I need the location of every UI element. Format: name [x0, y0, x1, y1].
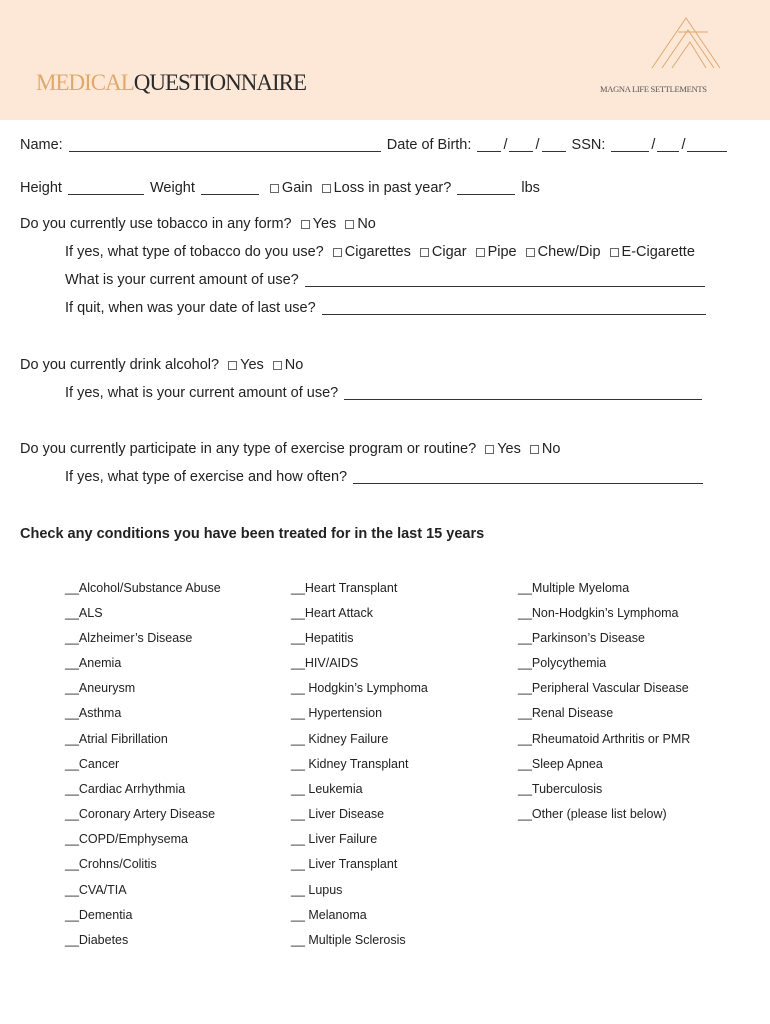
tobacco-quit-row: [65, 300, 708, 316]
tobacco-quit-field[interactable]: [322, 301, 706, 315]
condition-item[interactable]: __ Hypertension: [291, 706, 383, 720]
condition-item[interactable]: __Atrial Fibrillation: [65, 732, 168, 746]
exercise-detail-field[interactable]: [353, 470, 703, 484]
tobacco-amount-row: [65, 272, 707, 288]
condition-item[interactable]: __Heart Attack: [291, 606, 373, 620]
exercise-no-checkbox[interactable]: [530, 445, 539, 454]
dob-label: Date of Birth:: [386, 137, 472, 153]
weight-label: Weight: [149, 180, 195, 196]
exercise-detail-row: [65, 469, 705, 485]
alcohol-amount-question: If yes, what is your current amount of use?: [65, 385, 339, 401]
ssn-part2-field[interactable]: [657, 138, 679, 152]
loss-label: Loss: [333, 180, 365, 196]
condition-item[interactable]: __Rheumatoid Arthritis or PMR: [518, 732, 691, 746]
condition-item[interactable]: __Tuberculosis: [518, 782, 603, 796]
exercise-question-row: [20, 441, 560, 457]
tobacco-type-label: Cigarettes: [344, 244, 411, 260]
conditions-title: Check any conditions you have been treated for in the last 15 years: [20, 526, 485, 542]
exercise-yes-checkbox[interactable]: [485, 445, 494, 454]
condition-item[interactable]: __ Liver Failure: [291, 832, 378, 846]
cigarettes-checkbox[interactable]: [333, 248, 342, 257]
condition-item[interactable]: __Sleep Apnea: [518, 757, 603, 771]
condition-item[interactable]: __Cardiac Arrhythmia: [65, 782, 186, 796]
condition-item[interactable]: __Cancer: [65, 757, 120, 771]
title-accent: MEDICAL: [36, 70, 134, 95]
condition-item[interactable]: __Alcohol/Substance Abuse: [65, 581, 221, 595]
condition-item[interactable]: __Crohns/Colitis: [65, 857, 157, 871]
gain-label: Gain: [281, 180, 313, 196]
condition-item[interactable]: __Asthma: [65, 706, 122, 720]
tobacco-type-row: [65, 244, 695, 260]
condition-item[interactable]: __Polycythemia: [518, 656, 607, 670]
condition-item[interactable]: __Multiple Myeloma: [518, 581, 630, 595]
lbs-label: lbs: [521, 180, 540, 196]
alcohol-no-label: No: [284, 357, 304, 373]
loss-checkbox[interactable]: [322, 184, 331, 193]
title-rest: QUESTIONNAIRE: [133, 70, 307, 95]
magna-logo-icon: [648, 16, 724, 72]
condition-item[interactable]: __Dementia: [65, 908, 133, 922]
tobacco-no-label: No: [357, 216, 376, 232]
weight-field[interactable]: [201, 181, 259, 195]
condition-item[interactable]: __HIV/AIDS: [291, 656, 359, 670]
condition-item[interactable]: __Coronary Artery Disease: [65, 807, 216, 821]
exercise-yes-label: Yes: [497, 441, 521, 457]
name-label: Name:: [20, 137, 63, 153]
tobacco-question-row: [20, 216, 376, 232]
tobacco-amount-question: What is your current amount of use?: [65, 272, 299, 288]
alcohol-question: Do you currently drink alcohol?: [20, 357, 220, 373]
tobacco-quit-question: If quit, when was your date of last use?: [65, 300, 316, 316]
alcohol-question-row: [20, 357, 303, 373]
ssn-label: SSN:: [571, 137, 606, 153]
condition-item[interactable]: __Peripheral Vascular Disease: [518, 681, 689, 695]
alcohol-amount-field[interactable]: [344, 386, 702, 400]
ssn-part1-field[interactable]: [611, 138, 649, 152]
alcohol-amount-row: [65, 385, 704, 401]
condition-item[interactable]: __Diabetes: [65, 933, 129, 947]
condition-item[interactable]: __ Multiple Sclerosis: [291, 933, 406, 947]
exercise-question: Do you currently participate in any type of exercise program or routine?: [20, 441, 477, 457]
height-label: Height: [20, 180, 62, 196]
name-field[interactable]: [69, 138, 381, 152]
alcohol-yes-checkbox[interactable]: [228, 361, 237, 370]
condition-item[interactable]: __Renal Disease: [518, 706, 614, 720]
condition-item[interactable]: __ Hodgkin’s Lymphoma: [291, 681, 428, 695]
tobacco-yes-label: Yes: [312, 216, 337, 232]
dob-month-field[interactable]: [477, 138, 501, 152]
tobacco-type-question: If yes, what type of tobacco do you use?: [65, 244, 324, 260]
condition-item[interactable]: __Aneurysm: [65, 681, 136, 695]
condition-item[interactable]: __ Liver Disease: [291, 807, 385, 821]
condition-item[interactable]: __ Kidney Failure: [291, 732, 389, 746]
gain-checkbox[interactable]: [270, 184, 279, 193]
condition-item[interactable]: __Non-Hodgkin’s Lymphoma: [518, 606, 679, 620]
tobacco-amount-field[interactable]: [305, 273, 705, 287]
dob-day-field[interactable]: [509, 138, 533, 152]
exercise-detail-question: If yes, what type of exercise and how often?: [65, 469, 348, 485]
condition-item[interactable]: __CVA/TIA: [65, 883, 127, 897]
condition-item[interactable]: __Heart Transplant: [291, 581, 398, 595]
brand-name: MAGNA LIFE SETTLEMENTS: [600, 84, 707, 94]
condition-item[interactable]: __ Leukemia: [291, 782, 363, 796]
e-cigarette-checkbox[interactable]: [610, 248, 619, 257]
exercise-no-label: No: [541, 441, 561, 457]
page-title: [36, 70, 306, 96]
condition-item[interactable]: __ Lupus: [291, 883, 343, 897]
condition-item[interactable]: __Hepatitis: [291, 631, 354, 645]
condition-item[interactable]: __ Liver Transplant: [291, 857, 398, 871]
chew-dip-checkbox[interactable]: [526, 248, 535, 257]
height-weight-row: [20, 180, 540, 196]
cigar-checkbox[interactable]: [420, 248, 429, 257]
tobacco-type-label: E-Cigarette: [621, 244, 695, 260]
tobacco-yes-checkbox[interactable]: [301, 220, 310, 229]
weight-change-field[interactable]: [457, 181, 515, 195]
dob-year-field[interactable]: [542, 138, 566, 152]
tobacco-type-label: Pipe: [487, 244, 517, 260]
condition-item[interactable]: __Alzheimer’s Disease: [65, 631, 193, 645]
past-year-text: in past year?: [368, 180, 452, 196]
tobacco-type-label: Chew/Dip: [537, 244, 601, 260]
condition-item[interactable]: __Anemia: [65, 656, 122, 670]
height-field[interactable]: [68, 181, 144, 195]
condition-item[interactable]: __ Melanoma: [291, 908, 367, 922]
pipe-checkbox[interactable]: [476, 248, 485, 257]
tobacco-no-checkbox[interactable]: [345, 220, 354, 229]
condition-item[interactable]: __Other (please list below): [518, 807, 667, 821]
personal-info-row: Name: Date of Birth: / / SSN: / /: [20, 137, 729, 153]
ssn-part3-field[interactable]: [687, 138, 727, 152]
condition-item[interactable]: __ Kidney Transplant: [291, 757, 409, 771]
condition-item[interactable]: __ALS: [65, 606, 103, 620]
alcohol-no-checkbox[interactable]: [273, 361, 282, 370]
tobacco-type-label: Cigar: [431, 244, 467, 260]
condition-item[interactable]: __Parkinson’s Disease: [518, 631, 645, 645]
alcohol-yes-label: Yes: [240, 357, 264, 373]
condition-item[interactable]: __COPD/Emphysema: [65, 832, 188, 846]
tobacco-question: Do you currently use tobacco in any form?: [20, 216, 292, 232]
